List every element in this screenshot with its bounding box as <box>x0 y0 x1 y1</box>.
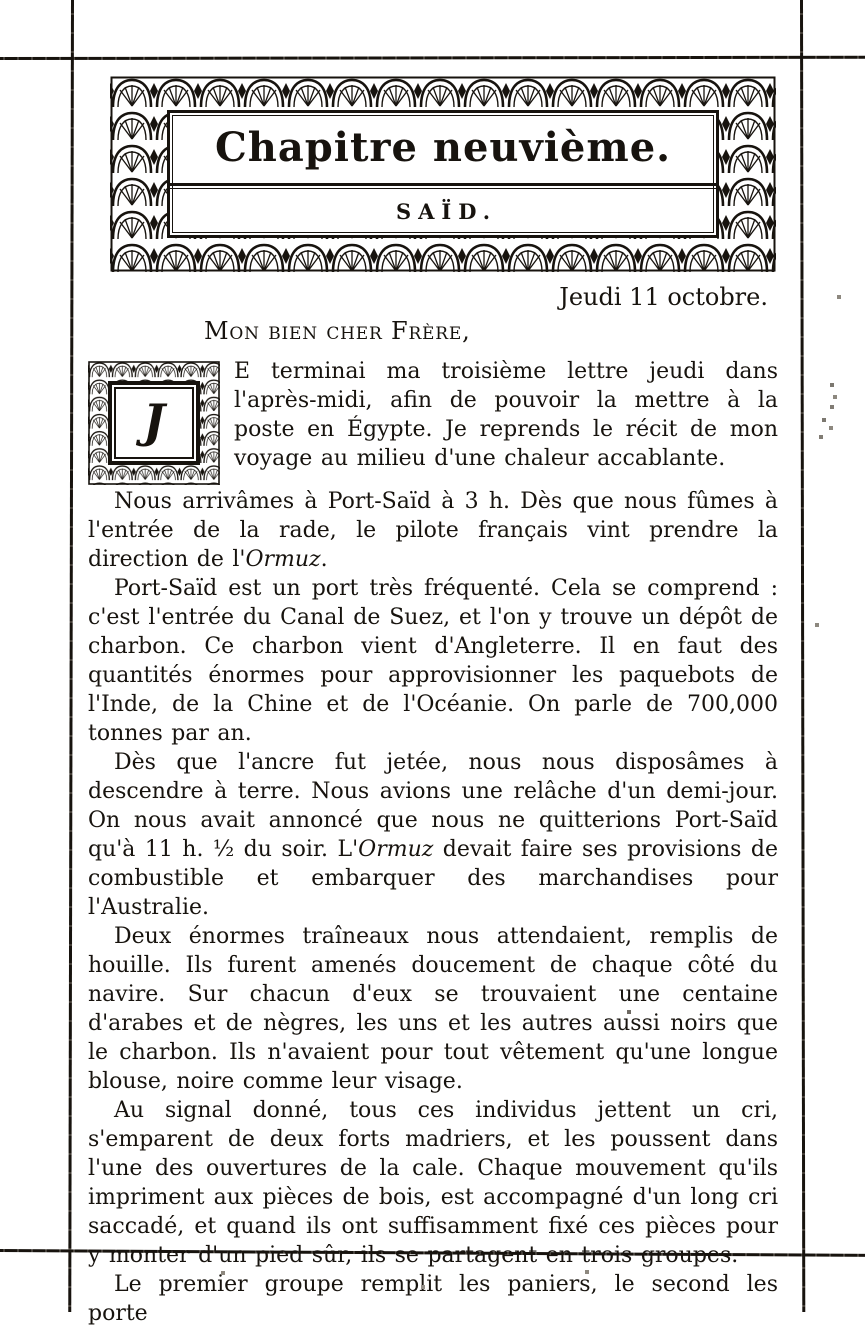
chapter-title-box <box>167 110 719 238</box>
drop-cap-ornament <box>88 361 220 485</box>
drop-cap-letter: J <box>143 394 165 448</box>
paragraph: Le premier groupe remplit les paniers, le second les porte <box>88 1272 778 1326</box>
opening-paragraph <box>88 357 778 473</box>
drop-cap-frame <box>108 381 200 465</box>
letter-body <box>88 282 778 1328</box>
chapter-heading-ornament <box>110 76 776 272</box>
salutation: Mon bien cher Frère, <box>204 317 471 345</box>
top-horizontal-rule <box>0 56 865 60</box>
scan-noise-specks <box>0 0 2 2</box>
paragraph: Port-Saïd est un port très fréquenté. Cela se comprend : c'est l'entrée du Canal de Suez, et l'on y trouve un dépôt de charbon. Ce charbon vient d'Angleterre. Il en faut des quantités énormes pour approvisionner les paquebots de l'Inde, de la Chine et de l'Océanie. On parle de 700,000 tonnes par an. <box>88 576 778 746</box>
paragraph: Dès que l'ancre fut jetée, nous nous disposâmes à descendre à terre. Nous avions une relâche d'un demi-jour. On nous avait annoncé que nous ne quitterions Port-Saïd qu'à 11 h. ½ du soir. L'Ormuz devait faire ses provisions de combustible et embarquer des marchandises pour l'Australie. <box>88 750 778 920</box>
chapter-title-row <box>170 113 716 186</box>
paragraph: Deux énormes traîneaux nous attendaient, remplis de houille. Ils furent amenés doucement de chaque côté du navire. Sur chacun d'eux se trouvaient une centaine d'arabes et de nègres, les uns et les autres aussi noirs que le charbon. Ils n'avaient pour tout vêtement qu'une longue blouse, noire comme leur visage. <box>88 924 778 1094</box>
paragraph-text: E terminai ma troisième lettre jeudi dans l'après-midi, afin de pouvoir la mettre à la poste en Égypte. Je reprends le récit de mon voyage au milieu d'une chaleur accablante. <box>234 359 778 471</box>
letter-paragraphs <box>88 357 778 1328</box>
paragraph: Nous arrivâmes à Port-Saïd à 3 h. Dès que nous fûmes à l'entrée de la rade, le pilote français vint prendre la direction de l'Ormuz. <box>88 489 778 572</box>
right-vertical-rule <box>800 0 805 1312</box>
left-vertical-rule <box>68 0 74 1312</box>
chapter-subtitle-row <box>170 188 716 235</box>
chapter-title: Chapitre neuvième. <box>214 124 672 172</box>
chapter-subtitle: SAÏD. <box>395 199 498 225</box>
paragraph: Au signal donné, tous ces individus jettent un cri, s'emparent de deux forts madriers, et les poussent dans l'une des ouvertures de la cale. Chaque mouvement qu'ils impriment aux pièces de bois, est accompagné d'un long cri saccadé, et quand ils ont suffisamment fixé ces pièces pour y monter d'un pied sûr, ils se partagent en trois groupes. <box>88 1098 778 1268</box>
dateline: Jeudi 11 octobre. <box>559 283 768 311</box>
